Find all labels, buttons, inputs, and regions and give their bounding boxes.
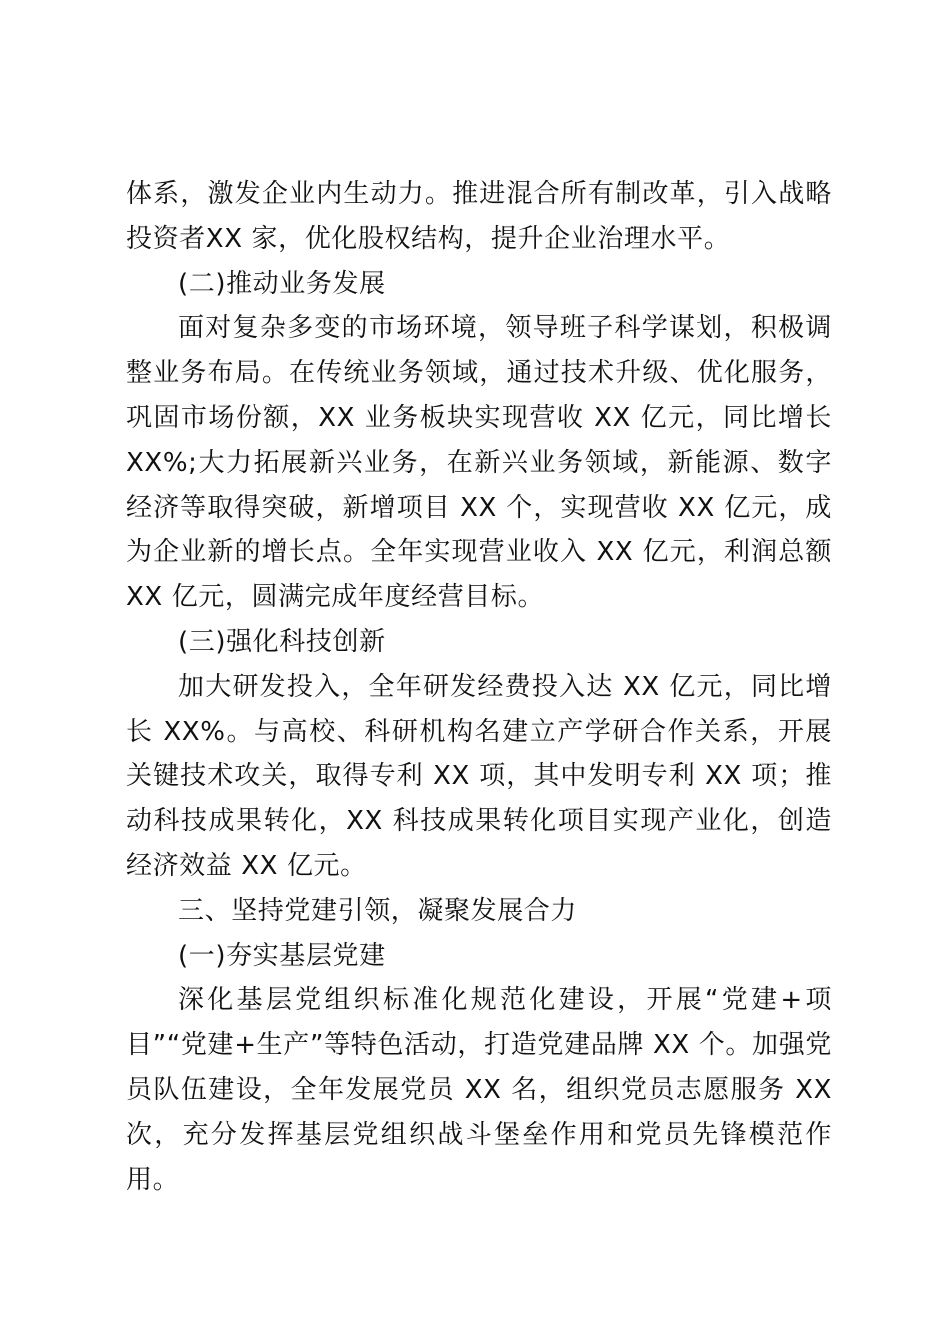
heading-business-development: (二)推动业务发展 bbox=[178, 268, 386, 299]
paragraph-governance-continued: 体系，激发企业内生动力。推进混合所有制改革，引入战略投资者XX 家，优化股权结构，提升企业治理水平。 bbox=[126, 179, 832, 254]
section-heading-party-building: 三、坚持党建引领，凝聚发展合力 bbox=[178, 895, 578, 926]
heading-tech-innovation: (三)强化科技创新 bbox=[178, 626, 386, 657]
paragraph-tech-innovation: 加大研发投入，全年研发经费投入达 XX 亿元，同比增长 XX%。与高校、科研机构名建立产学研合作关系，开展关键技术攻关，取得专利 XX 项，其中发明专利 XX 项；推动科技成果转化，XX 科技成果转化项目实现产业化，创造经济效益 XX 亿元。 bbox=[126, 671, 832, 881]
paragraph-grassroots-party: 深化基层党组织标准化规范化建设，开展“党建+项目”“党建+生产”等特色活动，打造党建品牌 XX 个。加强党员队伍建设，全年发展党员 XX 名，组织党员志愿服务 XX 次，充分发挥基层党组织战斗堡垒作用和党员先锋模范作用。 bbox=[126, 985, 832, 1195]
document-body bbox=[126, 172, 832, 1202]
paragraph-business-development: 面对复杂多变的市场环境，领导班子科学谋划，积极调整业务布局。在传统业务领域，通过技术升级、优化服务，巩固市场份额，XX 业务板块实现营收 XX 亿元，同比增长 XX%;大力拓展新兴业务，在新兴业务领域，新能源、数字经济等取得突破，新增项目 XX 个，实现营收 XX 亿元，成为企业新的增长点。全年实现营业收入 XX 亿元，利润总额 XX 亿元，圆满完成年度经营目标。 bbox=[126, 313, 832, 613]
heading-grassroots-party: (一)夯实基层党建 bbox=[178, 940, 386, 971]
